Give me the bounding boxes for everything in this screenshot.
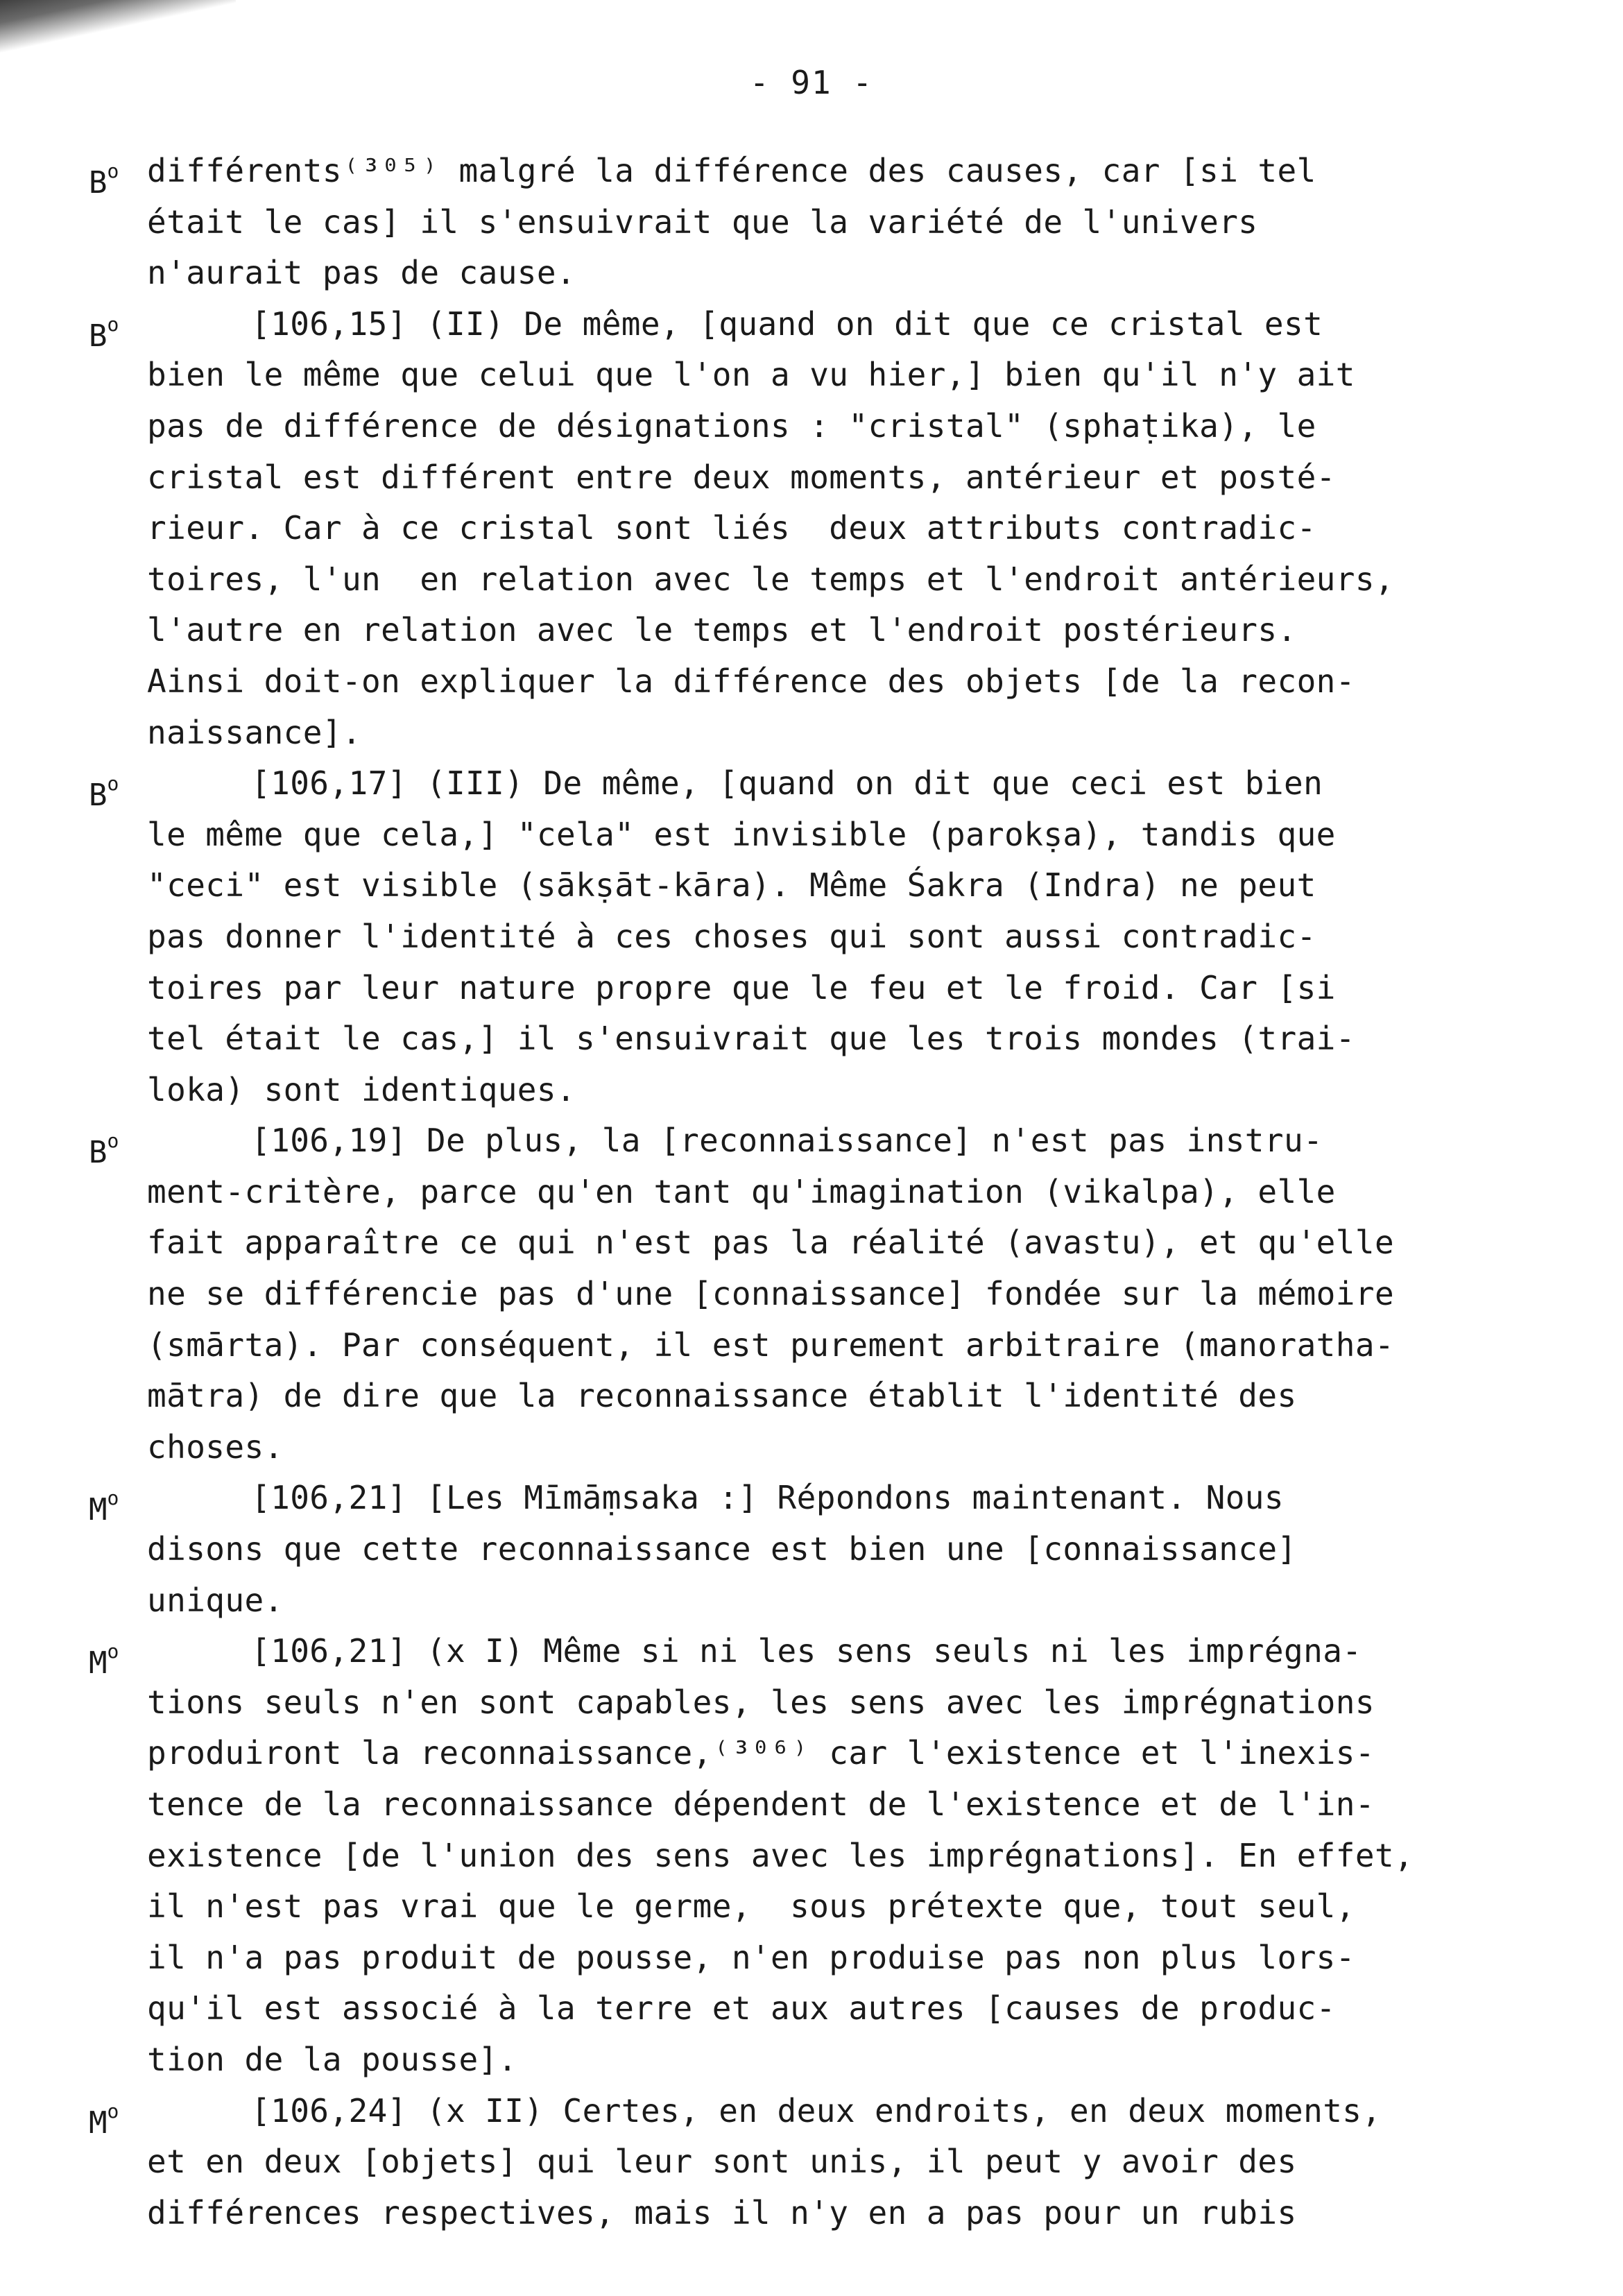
- text-line: l'autre en relation avec le temps et l'endroit postérieurs.: [147, 611, 1297, 649]
- paragraph-marker: $M^o$: [89, 1640, 119, 1681]
- text-line: ne se différencie pas d'une [connaissance] fondée sur la mémoire: [147, 1275, 1395, 1313]
- text-line: choses.: [147, 1428, 284, 1466]
- paragraph-marker: $M^o$: [89, 1487, 119, 1528]
- paragraph-3: [83, 758, 1540, 1115]
- text-line: différences respectives, mais il n'y en a pas pour un rubis: [147, 2193, 1297, 2231]
- text-line: mātra) de dire que la reconnaissance établit l'identité des: [147, 1377, 1297, 1415]
- text-line: pas de différence de désignations : "cristal" (sphaṭika), le: [147, 406, 1316, 445]
- text-line: [106,15] (II) De même, [quand on dit que ce cristal est: [251, 305, 1323, 343]
- text-line: n'aurait pas de cause.: [147, 254, 576, 292]
- text-line: fait apparaître ce qui n'est pas la réalité (avastu), et qu'elle: [147, 1224, 1395, 1262]
- paragraph-6: [83, 1626, 1540, 2085]
- page-number: - 91 -: [749, 64, 874, 101]
- paragraph-2: [83, 299, 1540, 758]
- text-line: [106,17] (III) De même, [quand on dit que ceci est bien: [251, 764, 1323, 803]
- text-line: unique.: [147, 1581, 284, 1619]
- paragraph-5: [83, 1473, 1540, 1626]
- text-line: "ceci" est visible (sākṣāt-kāra). Même Śakra (Indra) ne peut: [147, 866, 1316, 905]
- page-body: [83, 146, 1540, 2238]
- text-line: [106,21] (x I) Même si ni les sens seuls ni les imprégna-: [251, 1632, 1362, 1670]
- text-line: loka) sont identiques.: [147, 1070, 576, 1108]
- paragraph-marker: $B^o$: [89, 312, 119, 354]
- text-line: ment-critère, parce qu'en tant qu'imagination (vikalpa), elle: [147, 1172, 1336, 1210]
- text-line: tions seuls n'en sont capables, les sens avec les imprégnations: [147, 1683, 1375, 1721]
- paragraph-7: [83, 2086, 1540, 2239]
- text-line: tel était le cas,] il s'ensuivrait que les trois mondes (trai-: [147, 1020, 1355, 1058]
- text-line: il n'est pas vrai que le germe, sous prétexte que, tout seul,: [147, 1887, 1355, 1926]
- paragraph-marker: $B^o$: [89, 772, 119, 814]
- text-line: pas donner l'identité à ces choses qui sont aussi contradic-: [147, 917, 1316, 955]
- text-line: le même que cela,] "cela" est invisible (parokṣa), tandis que: [147, 815, 1336, 853]
- paragraph-marker: $B^o$: [89, 1129, 119, 1171]
- text-line: disons que cette reconnaissance est bien une [connaissance]: [147, 1530, 1297, 1568]
- paragraph-marker: $M^o$: [89, 2099, 119, 2141]
- text-line: et en deux [objets] qui leur sont unis, il peut y avoir des: [147, 2143, 1297, 2181]
- paragraph-4: [83, 1115, 1540, 1473]
- text-line: bien le même que celui que l'on a vu hier,] bien qu'il n'y ait: [147, 356, 1355, 394]
- text-line: (smārta). Par conséquent, il est purement arbitraire (manoratha-: [147, 1326, 1395, 1364]
- text-line: tion de la pousse].: [147, 2040, 517, 2078]
- text-line: toires, l'un en relation avec le temps et l'endroit antérieurs,: [147, 560, 1395, 598]
- text-line: rieur. Car à ce cristal sont liés deux attributs contradic-: [147, 509, 1316, 547]
- text-line: toires par leur nature propre que le feu et le froid. Car [si: [147, 968, 1336, 1006]
- text-line: [106,19] De plus, la [reconnaissance] n'est pas instru-: [251, 1122, 1323, 1160]
- text-line: qu'il est associé à la terre et aux autres [causes de produc-: [147, 1989, 1336, 2028]
- text-line: Ainsi doit-on expliquer la différence des objets [de la recon-: [147, 662, 1355, 700]
- text-line: cristal est différent entre deux moments, antérieur et posté-: [147, 458, 1336, 496]
- text-line: [106,21] [Les Mīmāṃsaka :] Répondons maintenant. Nous: [251, 1479, 1284, 1517]
- text-line: produiront la reconnaissance,⁽³⁰⁶⁾ car l'existence et l'inexis-: [147, 1734, 1375, 1772]
- paragraph-1: [83, 146, 1540, 299]
- text-line: [106,24] (x II) Certes, en deux endroits, en deux moments,: [251, 2091, 1382, 2130]
- text-line: était le cas] il s'ensuivrait que la variété de l'univers: [147, 203, 1258, 241]
- text-line: tence de la reconnaissance dépendent de l'existence et de l'in-: [147, 1785, 1375, 1823]
- text-line: différents⁽³⁰⁵⁾ malgré la différence des causes, car [si tel: [147, 152, 1316, 189]
- text-line: naissance].: [147, 713, 362, 751]
- paragraph-marker: $B^o$: [89, 160, 119, 200]
- text-line: il n'a pas produit de pousse, n'en produise pas non plus lors-: [147, 1938, 1355, 1976]
- text-line: existence [de l'union des sens avec les imprégnations]. En effet,: [147, 1836, 1414, 1874]
